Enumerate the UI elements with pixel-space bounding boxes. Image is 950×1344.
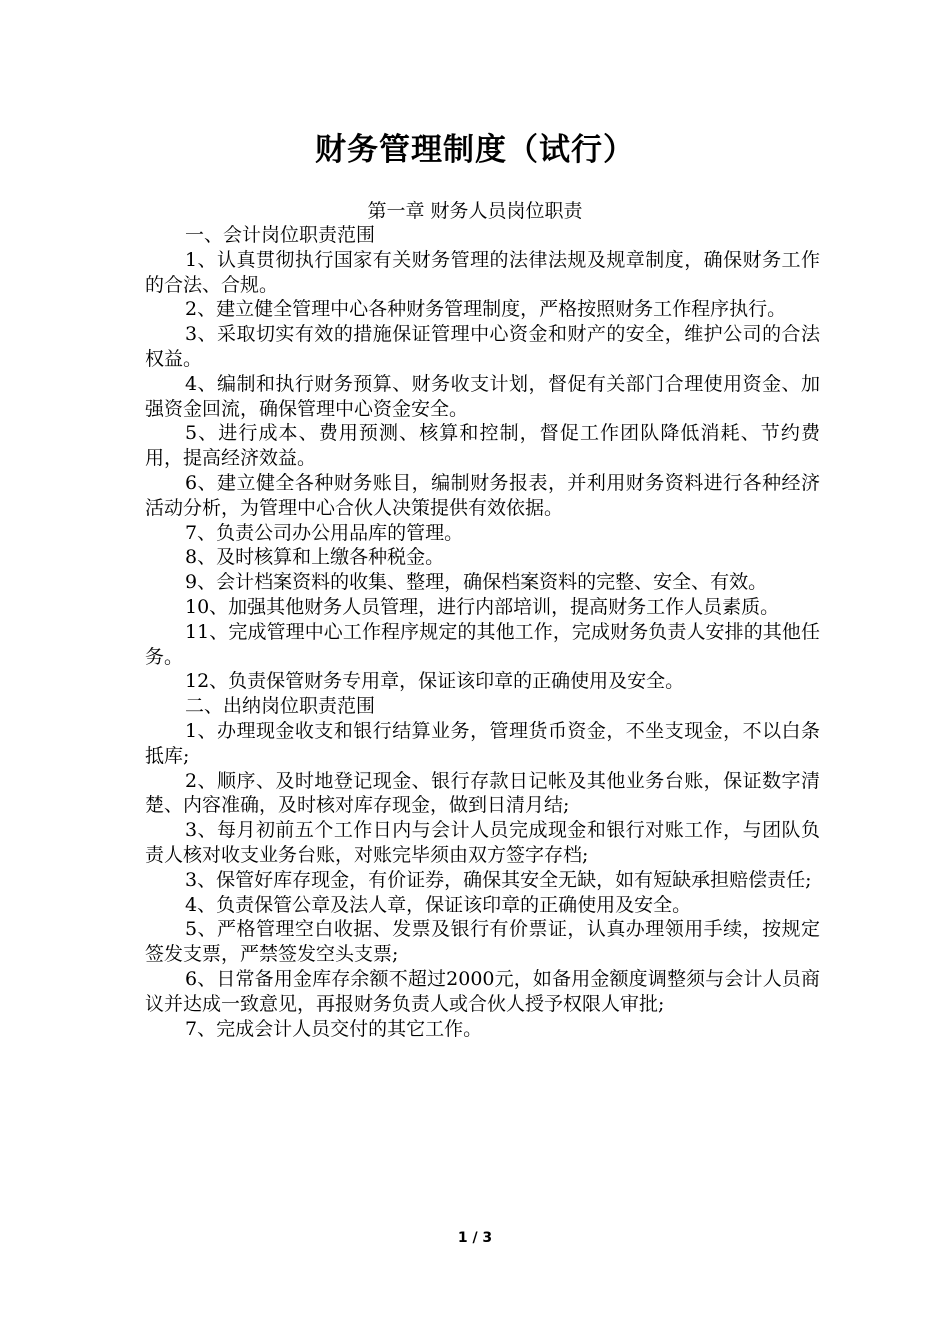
section-heading: 一、会计岗位职责范围 — [185, 224, 376, 246]
paragraph: 10、加强其他财务人员管理，进行内部培训，提高财务工作人员素质。 — [185, 595, 780, 618]
paragraph: 7、负责公司办公用品库的管理。 — [185, 521, 464, 544]
paragraph: 1、办理现金收支和银行结算业务，管理货币资金，不坐支现金，不以白条抵库; — [145, 719, 820, 767]
paragraph: 1、认真贯彻执行国家有关财务管理的法律法规及规章制度，确保财务工作的合法、合规。 — [145, 248, 820, 296]
paragraph: 3、每月初前五个工作日内与会计人员完成现金和银行对账工作，与团队负责人核对收支业务台账，对账完毕须由双方签字存档; — [145, 819, 820, 866]
paragraph: 11、完成管理中心工作程序规定的其他工作，完成财务负责人安排的其他任务。 — [145, 620, 820, 668]
section-heading: 二、出纳岗位职责范围 — [185, 695, 376, 718]
chapter-heading: 第一章 财务人员岗位职责 — [367, 200, 583, 222]
paragraph: 5、进行成本、费用预测、核算和控制，督促工作团队降低消耗、节约费用，提高经济效益。 — [145, 422, 820, 470]
paragraph: 7、完成会计人员交付的其它工作。 — [185, 1017, 483, 1040]
paragraph: 5、严格管理空白收据、发票及银行有价票证，认真办理领用手续，按规定签发支票，严禁签发空头支票; — [145, 918, 820, 966]
paragraph: 8、及时核算和上缴各种税金。 — [185, 546, 445, 569]
paragraph: 12、负责保管财务专用章，保证该印章的正确使用及安全。 — [185, 670, 685, 693]
paragraph: 6、建立健全各种财务账目，编制财务报表，并利用财务资料进行各种经济活动分析，为管理中心合伙人决策提供有效依据。 — [145, 471, 820, 519]
paragraph: 6、日常备用金库存余额不超过2000元，如备用金额度调整须与会计人员商议并达成一致意见，再报财务负责人或合伙人授予权限人审批; — [145, 967, 820, 1015]
page-number: 1 / 3 — [457, 1230, 493, 1246]
document-body — [145, 223, 820, 1041]
document-title: 财务管理制度（试行） — [315, 132, 635, 168]
paragraph: 4、编制和执行财务预算、财务收支计划，督促有关部门合理使用资金、加强资金回流，确保管理中心资金安全。 — [145, 372, 820, 420]
paragraph: 2、顺序、及时地登记现金、银行存款日记帐及其他业务台账，保证数字清楚、内容准确，及时核对库存现金，做到日清月结; — [145, 769, 820, 817]
paragraph: 4、负责保管公章及法人章，保证该印章的正确使用及安全。 — [185, 893, 692, 916]
paragraph: 3、保管好库存现金，有价证券，确保其安全无缺，如有短缺承担赔偿责任; — [185, 868, 812, 891]
paragraph: 9、会计档案资料的收集、整理，确保档案资料的完整、安全、有效。 — [185, 571, 768, 594]
paragraph: 3、采取切实有效的措施保证管理中心资金和财产的安全，维护公司的合法权益。 — [145, 323, 820, 370]
paragraph: 2、建立健全管理中心各种财务管理制度，严格按照财务工作程序执行。 — [185, 298, 787, 321]
